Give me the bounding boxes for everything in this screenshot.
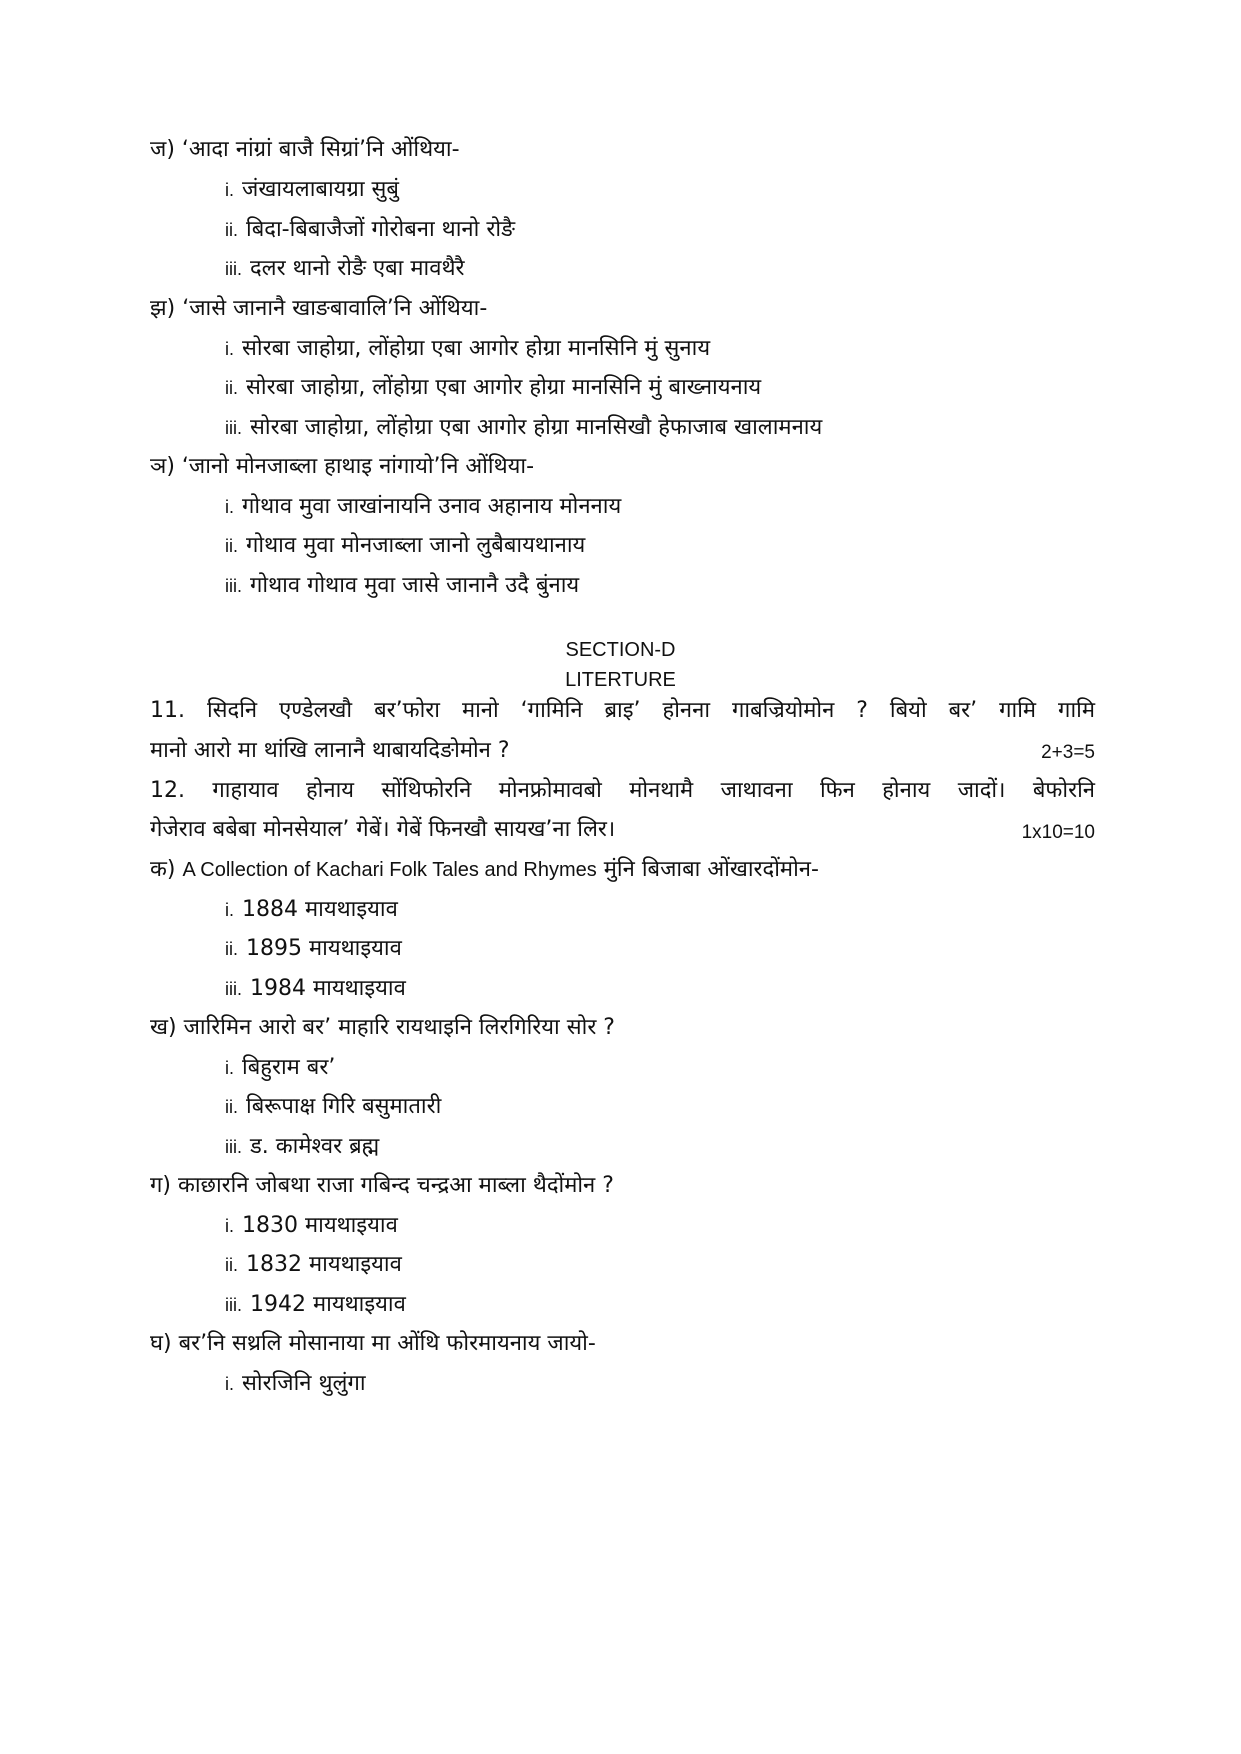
question-11-line1: 11. सिदनि एण्डेलखौ बर’फोरा मानो ‘गामिनि ब्राइ’ होनना गाबज्रियोमोन ? बियो बर’ गामि गामि [150, 698, 1095, 723]
option: iii. सोरबा जाहोग्रा, लोंहोग्रा एबा आगोर होग्रा मानसिखौ हेफाजाब खालामनाय [225, 415, 823, 440]
option: i. सोरबा जाहोग्रा, लोंहोग्रा एबा आगोर होग्रा मानसिनि मुं सुनाय [225, 336, 711, 361]
option: ii. 1895 मायथाइयाव [225, 936, 402, 961]
section-subtitle: LITERTURE [565, 669, 676, 691]
question-ja: ज) ‘आदा नांग्रां बाजै सिग्रां’नि ओंथिया- [150, 137, 460, 162]
question-12-line2: गेजेराव बबेबा मोनसेयाल’ गेबें। गेबें फिनखौ सायख’ना लिर। [150, 817, 616, 842]
question-12-line1: 12. गाहायाव होनाय सोंथिफोरनि मोनफ्रोमावबो मोनथामै जाथावना फिन होनाय जादों। बेफोरनि [150, 778, 1095, 803]
option: iii. 1984 मायथाइयाव [225, 976, 406, 1001]
option: iii. गोथाव गोथाव मुवा जासे जानानै उदै बुंनाय [225, 573, 580, 598]
question-gha: घ) बर’नि सथ्रलि मोसानाया मा ओंथि फोरमायनाय जायो- [150, 1331, 596, 1356]
option: ii. 1832 मायथाइयाव [225, 1252, 402, 1277]
question-jha: झ) ‘जासे जानानै खाङबावालि’नि ओंथिया- [150, 296, 488, 321]
marks-q12: 1x10=10 [1021, 822, 1095, 843]
option: i. 1830 मायथाइयाव [225, 1213, 398, 1238]
question-ga: ग) काछारनि जोबथा राजा गबिन्द चन्द्रआ माब्ला थैदोंमोन ? [150, 1173, 614, 1198]
option: ii. बिदा-बिबाजैजों गोरोबना थानो रोङै [225, 217, 516, 242]
option: i. जंखायलाबायग्रा सुबुं [225, 177, 399, 202]
option: iii. ड. कामेश्वर ब्रह्म [225, 1134, 380, 1159]
option: ii. बिरूपाक्ष गिरि बसुमातारी [225, 1094, 442, 1119]
question-kha: ख) जारिमिन आरो बर’ माहारि रायथाइनि लिरगिरिया सोर ? [150, 1015, 615, 1040]
option: ii. गोथाव मुवा मोनजाब्ला जानो लुबैबायथानाय [225, 533, 586, 558]
option: i. बिहुराम बर’ [225, 1055, 336, 1080]
option: iii. दलर थानो रोङै एबा मावथैरै [225, 256, 465, 281]
book-title: A Collection of Kachari Folk Tales and Rhymes [182, 859, 597, 881]
option: i. सोरजिनि थुलुंगा [225, 1371, 366, 1396]
option: i. 1884 मायथाइयाव [225, 897, 398, 922]
option: iii. 1942 मायथाइयाव [225, 1292, 406, 1317]
question-ka: क) A Collection of Kachari Folk Tales and Rhymes मुंनि बिजाबा ओंखारदोंमोन- [150, 857, 819, 882]
question-11-line2: मानो आरो मा थांखि लानानै थाबायदिङोमोन ? [150, 738, 510, 763]
question-nya: ञ) ‘जानो मोनजाब्ला हाथाइ नांगायो’नि ओंथिया- [150, 454, 535, 479]
option: ii. सोरबा जाहोग्रा, लोंहोग्रा एबा आगोर होग्रा मानसिनि मुं बाख्नायनाय [225, 375, 762, 400]
section-title: SECTION-D [565, 639, 676, 661]
option: i. गोथाव मुवा जाखांनायनि उनाव अहानाय मोननाय [225, 494, 622, 519]
marks-q11: 2+3=5 [1041, 742, 1095, 763]
